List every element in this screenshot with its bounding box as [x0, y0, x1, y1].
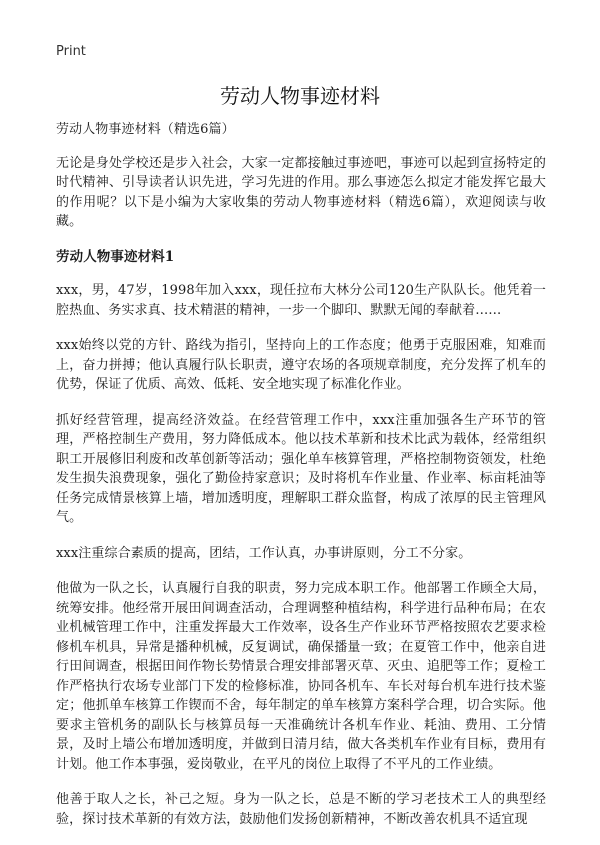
document-body [56, 120, 546, 845]
body-paragraph: 抓好经营管理，提高经济效益。在经营管理工作中，xxx注重加强各生产环节的管理，严格控制生产费用，努力降低成本。他以技术革新和技术比武为载体，经常组织职工开展修旧利废和改革创新等活动；强化单车核算管理，严格控制物资领发，杜绝发生损失浪费现象，强化了勤俭持家意识；及时将机车作业量、作业率、标亩耗油等任务完成情景核算上墙，增加透明度，理解职工群众监督，构成了浓厚的民主管理风气。 [56, 412, 546, 525]
section-heading: 劳动人物事迹材料1 [56, 248, 175, 265]
intro-paragraph: 无论是身处学校还是步入社会，大家一定都接触过事迹吧，事迹可以起到宣扬特定的时代精神、引导读者认识先进，学习先进的作用。那么事迹怎么拟定才能发挥它最大的作用呢？以下是小编为大家收集的劳动人物事迹材料（精选6篇），欢迎阅读与收藏。 [56, 155, 546, 229]
document-subtitle: 劳动人物事迹材料（精选6篇） [56, 122, 235, 137]
body-paragraph: 他做为一队之长，认真履行自我的职责，努力完成本职工作。他部署工作顾全大局，统筹安排。他经常开展田间调查活动，合理调整种植结构，科学进行品种布局；在农业机械管理工作中，注重发挥最大工作效率，设各生产作业环节严格按照农艺要求检修机车机具，异常是播种机械，反复调试，确保播量一致；在夏管工作中，他亲自进行田间调查，根据田间作物长势情景合理安排部署灭草、灭虫、追肥等工作；夏检工作严格执行农场专业部门下发的检修标准，协同各机车、车长对每台机车进行技术鉴定；他抓单车核算工作锲而不舍，每年制定的单车核算方案科学合理，切合实际。他要求主管机务的副队长与核算员每一天准确统计各机车作业、耗油、费用、工分情景，及时上墙公布增加透明度，并做到日清月结，做大各类机车作业有目标，费用有计划。他工作本事强，爱岗敬业，在平凡的岗位上取得了不平凡的工作业绩。 [56, 581, 546, 772]
body-paragraph: xxx始终以党的方针、路线为指引，坚持向上的工作态度；他勇于克服困难，知难而上，奋力拼搏；他认真履行队长职责，遵守农场的各项规章制度，充分发挥了机车的优势，保证了优质、高效、低耗、安全地实现了标准化作业。 [56, 338, 546, 392]
body-paragraph: xxx注重综合素质的提高，团结，工作认真，办事讲原则，分工不分家。 [56, 545, 472, 561]
body-paragraph: xxx，男，47岁，1998年加入xxx，现任拉布大林分公司120生产队队长。他凭着一腔热血、务实求真、技术精湛的精神，一步一个脚印、默默无闻的奉献着…… [56, 283, 546, 318]
document-title: 劳动人物事迹材料 [220, 84, 380, 108]
print-link[interactable]: Print [56, 44, 86, 59]
body-paragraph: 他善于取人之长，补己之短。身为一队之长，总是不断的学习老技术工人的典型经验，探讨技术革新的有效方法，鼓励他们发扬创新精神，不断改善农机具不适宜现 [56, 792, 546, 827]
